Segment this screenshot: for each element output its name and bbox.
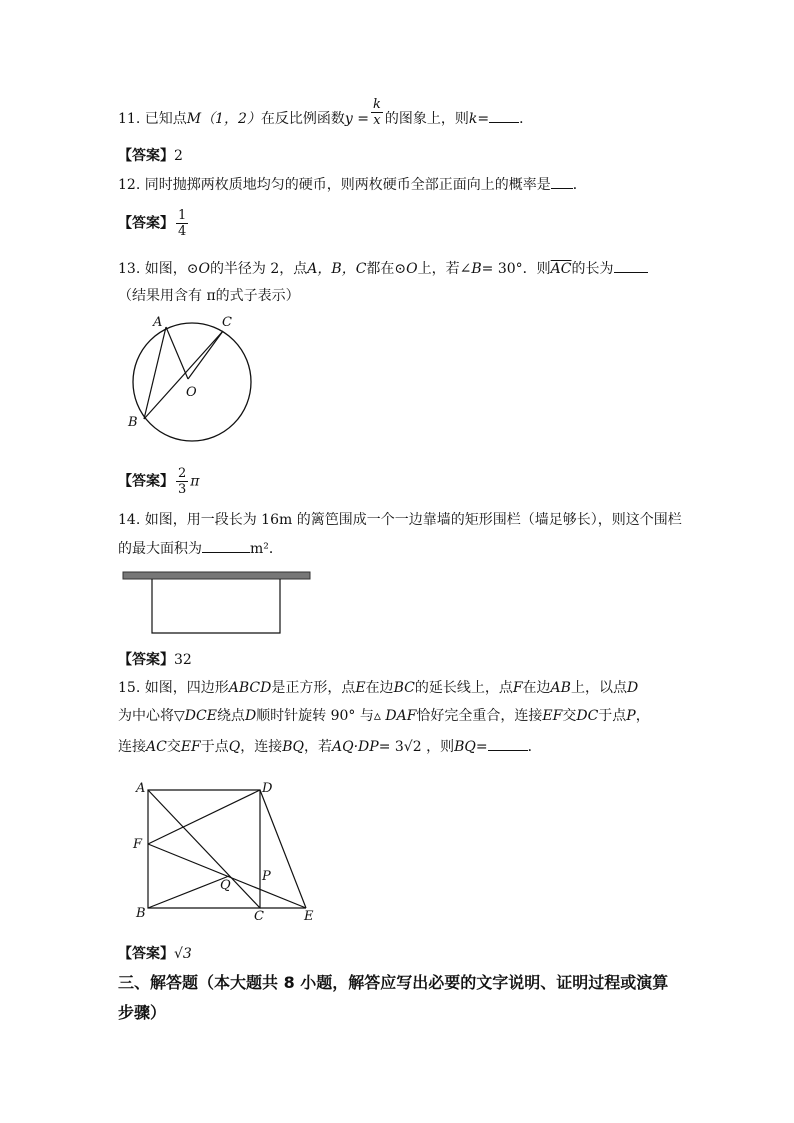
q14-fence-figure xyxy=(120,568,314,638)
label-o: O xyxy=(186,385,197,400)
label-b: B xyxy=(128,415,138,430)
label-a: A xyxy=(136,781,146,796)
label-c: C xyxy=(254,909,264,924)
label-a: A xyxy=(153,315,163,330)
label-e: E xyxy=(304,909,314,924)
q14-text-2: 的最大面积为 m²． xyxy=(118,538,283,559)
segment-ao xyxy=(166,327,188,379)
label-c: C xyxy=(222,315,232,330)
label-p: P xyxy=(262,869,271,884)
q15-square-figure xyxy=(128,778,324,924)
q15-text-1: 15. 如图，四边形ABCD是正方形，点E在边BC的延长线上，点F在边AB上，以点D xyxy=(118,680,639,696)
segment-bq xyxy=(148,876,229,908)
q11-text: 11. 已知点M（1，2）在反比例函数y = $\frac{k}{x}$ 的图象上，则k= ． xyxy=(118,96,534,128)
segment-ac xyxy=(148,790,260,908)
section-3-heading: 三、解答题（本大题共 8 小题，解答应写出必要的文字说明、证明过程或演算步骤） xyxy=(118,973,669,1022)
q13-note: （结果用含有 π的式子表示） xyxy=(118,288,300,304)
q12-answer-fraction: $\frac{1}{4}$ xyxy=(178,208,187,239)
segment-co xyxy=(188,331,223,379)
q15-text-3: 连接AC交EF于点Q，连接BQ，若AQ·DP= 3√2 ，则BQ= ． xyxy=(118,736,542,757)
label-q: Q xyxy=(220,878,231,893)
q14-answer: 【答案】32 xyxy=(118,652,192,668)
q11-answer: 【答案】2 xyxy=(118,148,183,164)
q12-text: 12. 同时抛掷两枚质地均匀的硬币，则两枚硬币全部正面向上的概率是 ． xyxy=(118,174,587,195)
q11-fraction: $\frac{k}{x}$ xyxy=(372,96,381,128)
label-b: B xyxy=(136,906,146,921)
segment-bc xyxy=(144,331,223,419)
q11-answer-blank xyxy=(489,108,519,123)
q13-answer-blank xyxy=(614,258,648,273)
q13-answer: 【答案】 $\frac{2}{3}$ π xyxy=(118,466,200,497)
q15-text-2: 为中心将▽DCE绕点D顺时针旋转 90° 与▵ DAF恰好完全重合，连接EF交DC于点P， xyxy=(118,708,650,724)
q14-answer-blank xyxy=(202,538,250,553)
label-f: F xyxy=(133,837,143,852)
label-d: D xyxy=(262,781,273,796)
wall xyxy=(123,572,310,579)
q13-circle-figure xyxy=(120,310,265,450)
fence-rectangle xyxy=(152,579,280,633)
segment-ab xyxy=(144,327,166,419)
q15-answer: 【答案】√3 xyxy=(118,946,192,962)
q13-text: 13. 如图，⊙O的半径为 2，点A，B，C都在⊙O上，若∠B= 30°．则$\overline{AC}$的长为 xyxy=(118,258,648,279)
segment-df xyxy=(148,790,260,844)
q12-answer-blank xyxy=(551,174,573,189)
segment-de xyxy=(260,790,306,908)
q13-answer-fraction: $\frac{2}{3}$ xyxy=(178,466,187,497)
q12-answer: 【答案】 $\frac{1}{4}$ xyxy=(118,208,187,239)
q15-answer-blank xyxy=(488,736,528,751)
circle-o xyxy=(133,323,251,441)
q14-text: 14. 如图，用一段长为 16m 的篱笆围成一个一边靠墙的矩形围栏（墙足够长），则这个围栏 xyxy=(118,512,682,528)
